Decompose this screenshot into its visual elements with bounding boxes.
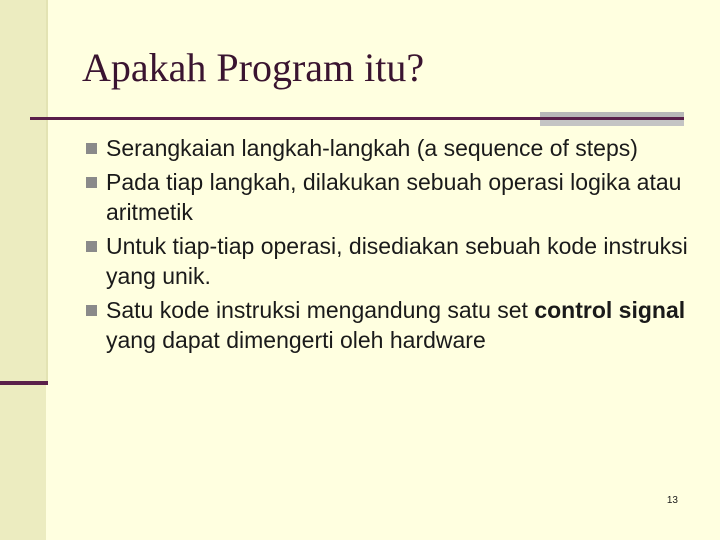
square-bullet-icon (86, 177, 97, 188)
square-bullet-icon (86, 305, 97, 316)
bullet-text-bold: control signal (534, 297, 686, 323)
bullet-text (106, 297, 685, 353)
left-decorative-band (0, 0, 46, 540)
bullet-text-part: Serangkaian langkah-langkah (a sequence of steps) (106, 135, 638, 161)
bullet-text-part: Pada tiap langkah, dilakukan sebuah operasi logika atau aritmetik (106, 169, 682, 225)
slide-page-number: 13 (666, 495, 678, 506)
bullet-text (106, 169, 681, 225)
bullet-item (84, 133, 694, 163)
bullet-text-part: yang dapat dimengerti oleh hardware (106, 327, 486, 353)
bullet-text (106, 135, 638, 161)
bullet-text-part: Untuk tiap-tiap operasi, disediakan sebuah kode instruksi yang unik. (106, 233, 688, 289)
title-underline-rule (30, 117, 684, 120)
left-band-accent-line (0, 381, 48, 385)
slide-title: Apakah Program itu? (82, 45, 425, 90)
bullet-item (84, 167, 694, 227)
bullet-list (84, 133, 694, 359)
title-rule-grey-lower (540, 120, 684, 126)
left-band-edge (46, 0, 48, 385)
bullet-item (84, 231, 694, 291)
bullet-text (106, 233, 688, 289)
bullet-item (84, 295, 694, 355)
square-bullet-icon (86, 143, 97, 154)
square-bullet-icon (86, 241, 97, 252)
bullet-text-part: Satu kode instruksi mengandung satu set (106, 297, 535, 323)
